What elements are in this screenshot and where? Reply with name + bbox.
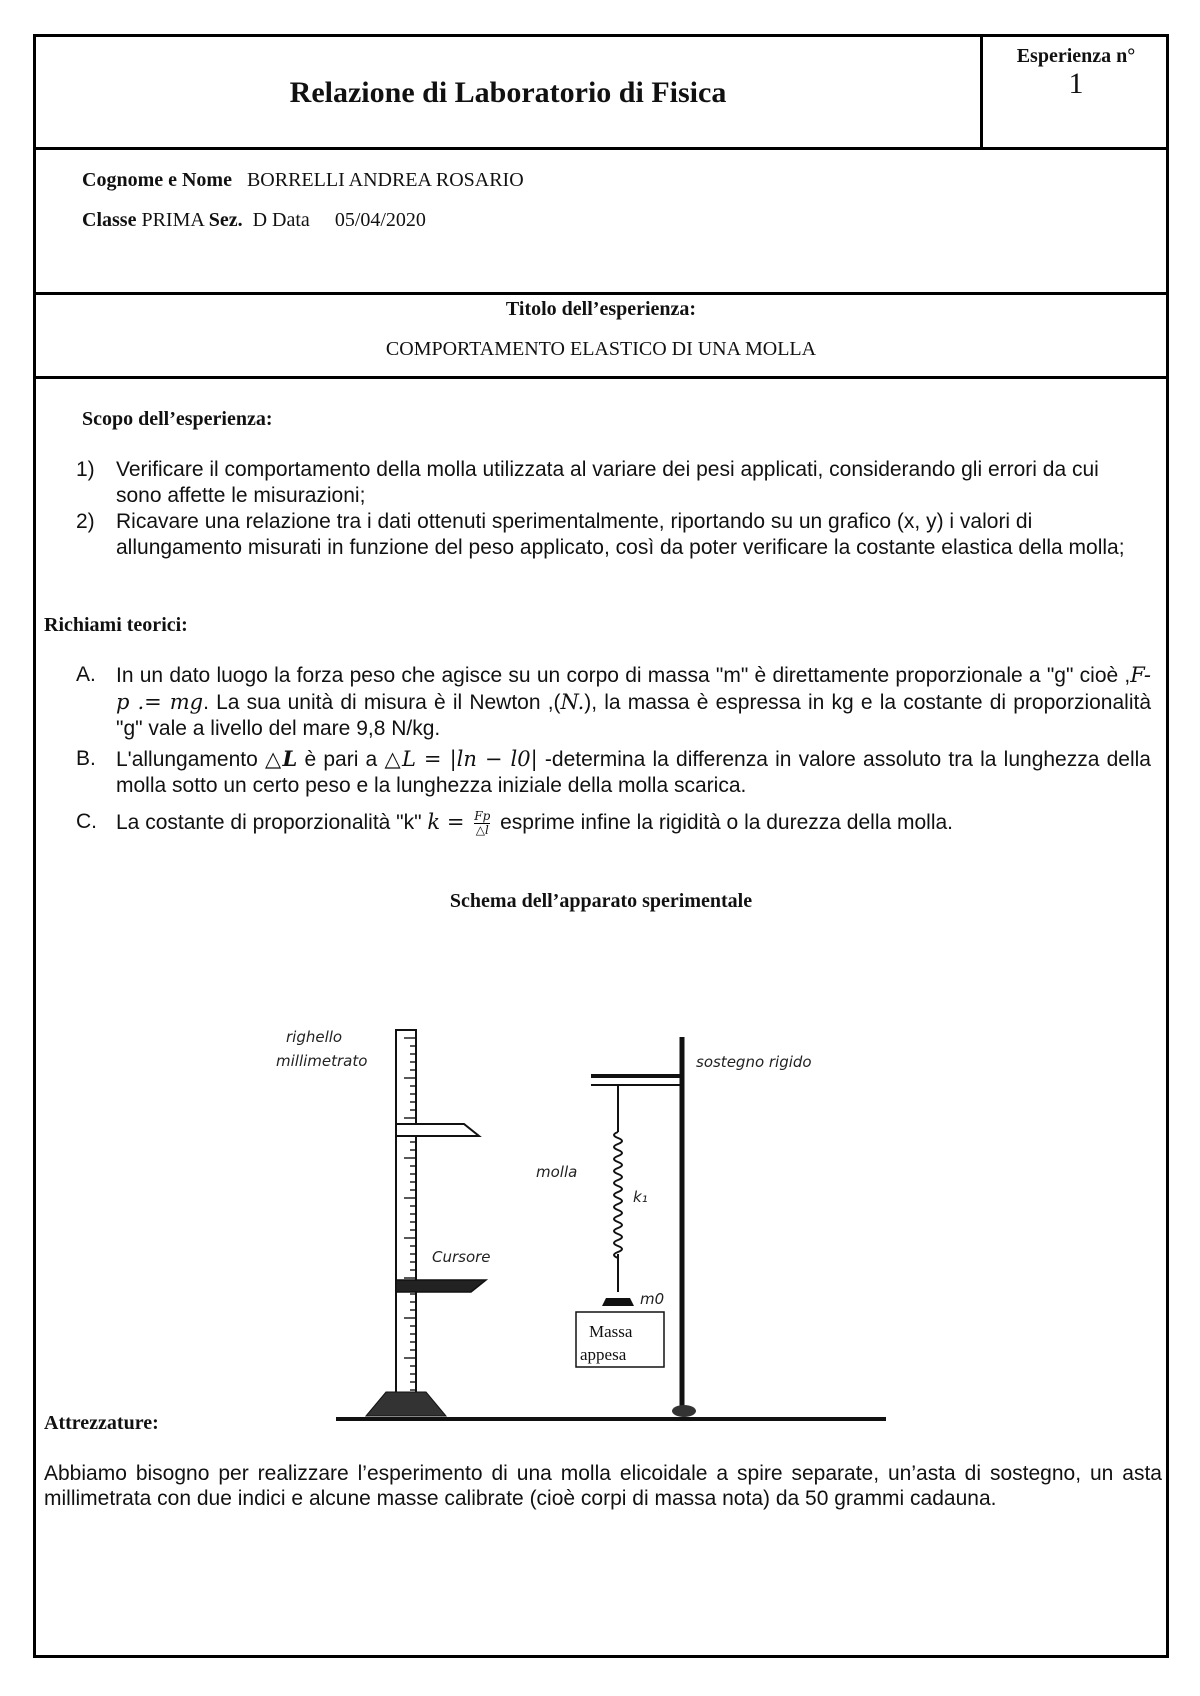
experiment-title-label: Titolo dell’esperienza: <box>505 298 697 320</box>
mass-tag-label: m0 <box>640 1290 665 1308</box>
support-label: sostegno rigido <box>696 1053 812 1071</box>
equipment-text: Abbiamo bisogno per realizzare l’esperimento di una molla elicoidale a spire separate, un’asta di sostegno, un asta millimetrata con due indici e alcune masse calibrate (cioè corpi di massa nota) da 50 grammi cadauna. <box>44 1462 1162 1510</box>
list-marker: A. <box>76 663 96 686</box>
list-item <box>76 509 1136 561</box>
list-text: esprime infine la rigidità o la durezza della molla. <box>494 811 954 834</box>
name-value: BORRELLI ANDREA ROSARIO <box>246 169 524 191</box>
equipment-heading: Attrezzature: <box>44 1412 159 1434</box>
divider <box>36 376 1166 379</box>
list-marker: 1) <box>76 458 95 481</box>
list-text: Ricavare una relazione tra i dati ottenuti sperimentalmente, riportando su un grafico (x, y) i valori di allungamento misurati in funzione del peso applicato, così da poter verificare la costante elastica della molla; <box>116 510 1125 559</box>
class-label: Classe <box>82 209 137 231</box>
spring-label: molla <box>536 1163 578 1181</box>
theory-heading: Richiami teorici: <box>44 614 188 636</box>
theory-list <box>76 662 1151 837</box>
formula: k = <box>427 810 465 834</box>
list-text: ), la massa è espressa in kg e la costante di proporzionalità "g" vale a livello del mare 9,8 N/kg. <box>116 691 1152 740</box>
list-text: In un dato luogo la forza peso che agisce su un corpo di massa "m" è direttamente proporzionale a "g" cioè , <box>116 664 1131 687</box>
list-text: Verificare il comportamento della molla utilizzata al variare dei pesi applicati, considerando gli errori da cui sono affette le misurazioni; <box>116 458 1099 507</box>
list-text: La costante di proporzionalità "k" <box>116 811 428 834</box>
fraction-denominator: △l <box>475 822 489 837</box>
formula: N. <box>560 690 585 714</box>
experiment-number: 1 <box>1068 67 1084 100</box>
spring <box>602 1085 634 1306</box>
list-item <box>76 746 1151 799</box>
report-title: Relazione di Laboratorio di Fisica <box>289 76 727 109</box>
list-marker: B. <box>76 747 96 770</box>
ruler-label: righello <box>286 1028 343 1046</box>
list-item <box>76 662 1151 742</box>
formula: △L = |ln − l0| <box>384 747 538 771</box>
date-value: 05/04/2020 <box>334 209 426 231</box>
formula: F-p .= mg <box>116 663 1151 714</box>
cursor-label: Cursore <box>432 1248 491 1266</box>
list-text: è pari a <box>297 748 385 771</box>
fraction-numerator: Fp <box>474 808 491 823</box>
ruler-label-2: millimetrato <box>276 1052 368 1070</box>
apparatus-diagram <box>276 992 916 1432</box>
report-page <box>33 34 1169 1658</box>
experiment-number-box <box>983 37 1169 149</box>
experiment-number-label: Esperienza n° <box>1016 45 1136 67</box>
date-label: Data <box>272 209 310 231</box>
mass-box-label-2: appesa <box>580 1345 627 1364</box>
divider <box>36 147 1166 150</box>
spring-constant-label: k₁ <box>633 1188 648 1206</box>
name-row <box>82 169 524 192</box>
list-item <box>76 457 1136 509</box>
list-item <box>76 809 1151 837</box>
top-indicator <box>396 1124 479 1136</box>
divider <box>36 292 1166 295</box>
mass-box-label-1: Massa <box>589 1322 633 1341</box>
list-marker: 2) <box>76 510 95 533</box>
name-label: Cognome e Nome <box>82 169 232 191</box>
section-label: Sez. <box>208 209 243 231</box>
fraction <box>474 810 490 837</box>
class-value: PRIMA <box>141 209 204 231</box>
formula: △L <box>264 746 298 771</box>
list-text: -determina la differenza in valore assoluto tra la lunghezza della molla sotto un certo peso e la lunghezza iniziale della molla scarica. <box>116 748 1151 797</box>
list-text: . La sua unità di misura è il Newton ,( <box>203 691 561 714</box>
list-marker: C. <box>76 810 97 833</box>
schema-title: Schema dell’apparato sperimentale <box>449 890 753 912</box>
experiment-title: COMPORTAMENTO ELASTICO DI UNA MOLLA <box>385 338 817 360</box>
list-text: L'allungamento <box>116 748 265 771</box>
scope-list <box>76 457 1136 561</box>
section-value: D <box>252 209 268 231</box>
cursor-indicator <box>396 1280 486 1292</box>
class-row <box>82 209 426 232</box>
scope-heading: Scopo dell’esperienza: <box>82 408 273 430</box>
ruler <box>366 1030 486 1416</box>
